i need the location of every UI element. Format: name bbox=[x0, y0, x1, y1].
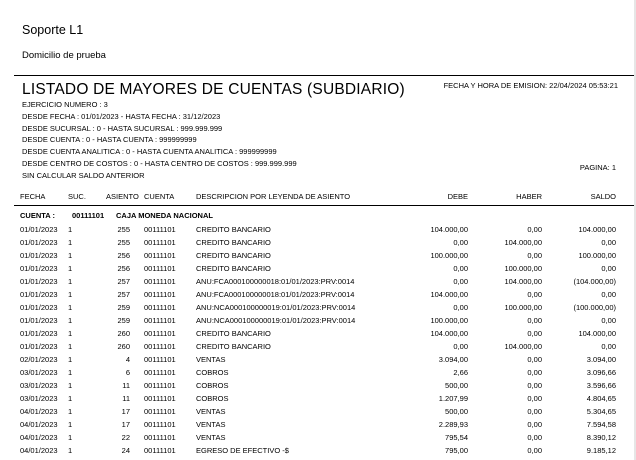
cell-debe: 0,00 bbox=[453, 303, 468, 312]
cell-haber: 0,00 bbox=[527, 355, 542, 364]
cell-descripcion: VENTAS bbox=[196, 420, 226, 429]
cell-debe: 0,00 bbox=[453, 342, 468, 351]
param-ejercicio: EJERCICIO NUMERO : 3 bbox=[22, 100, 108, 109]
cell-suc: 1 bbox=[68, 420, 73, 429]
company-address: Domicilio de prueba bbox=[22, 50, 106, 61]
table-row bbox=[0, 277, 636, 290]
page-number: PAGINA: 1 bbox=[579, 163, 616, 172]
cell-descripcion: CREDITO BANCARIO bbox=[196, 329, 271, 338]
cell-saldo: (100.000,00) bbox=[573, 303, 616, 312]
cell-asiento: 259 bbox=[117, 303, 130, 312]
company-name: Soporte L1 bbox=[22, 23, 84, 37]
cell-asiento: 17 bbox=[121, 420, 130, 429]
param-saldo-anterior: SIN CALCULAR SALDO ANTERIOR bbox=[22, 170, 145, 180]
cell-cuenta: 00111101 bbox=[144, 238, 176, 247]
cell-cuenta: 00111101 bbox=[144, 225, 176, 234]
cell-asiento: 257 bbox=[117, 290, 130, 299]
header-divider bbox=[14, 75, 636, 76]
cell-debe: 795,00 bbox=[445, 446, 468, 455]
cell-haber: 0,00 bbox=[527, 251, 542, 260]
cell-asiento: 255 bbox=[117, 225, 130, 234]
cell-debe: 0,00 bbox=[453, 277, 468, 286]
cell-asiento: 255 bbox=[117, 238, 130, 247]
col-header-debe: DEBE bbox=[447, 192, 468, 201]
cell-haber: 0,00 bbox=[527, 368, 542, 377]
param-cuenta-range: DESDE CUENTA : 0 - HASTA CUENTA : 999999999 bbox=[22, 135, 197, 145]
table-row bbox=[0, 303, 636, 316]
cell-asiento: 6 bbox=[125, 368, 130, 377]
account-code: 00111101 bbox=[72, 211, 105, 220]
cell-fecha: 04/01/2023 bbox=[20, 433, 58, 442]
cell-debe: 104.000,00 bbox=[430, 290, 468, 299]
cell-suc: 1 bbox=[68, 394, 73, 403]
cell-suc: 1 bbox=[68, 329, 73, 338]
cell-saldo: 8.390,12 bbox=[586, 433, 616, 442]
cell-fecha: 04/01/2023 bbox=[20, 420, 58, 429]
cell-suc: 1 bbox=[68, 251, 73, 260]
cell-suc: 1 bbox=[68, 446, 73, 455]
cell-suc: 1 bbox=[68, 277, 73, 286]
cell-cuenta: 00111101 bbox=[144, 407, 176, 416]
cell-haber: 0,00 bbox=[527, 381, 542, 390]
cell-saldo: 104.000,00 bbox=[578, 225, 616, 234]
cell-suc: 1 bbox=[68, 303, 73, 312]
cell-fecha: 03/01/2023 bbox=[20, 394, 58, 403]
cell-saldo: 3.096,66 bbox=[586, 368, 616, 377]
emission-timestamp: FECHA Y HORA DE EMISION: 22/04/2024 05:53:21 bbox=[443, 81, 618, 90]
cell-saldo: 104.000,00 bbox=[578, 329, 616, 338]
cell-descripcion: VENTAS bbox=[196, 433, 226, 442]
cell-debe: 500,00 bbox=[445, 407, 468, 416]
table-row bbox=[0, 407, 636, 420]
param-fecha-range: DESDE FECHA : 01/01/2023 - HASTA FECHA : 31/12/2023 bbox=[22, 111, 221, 121]
cell-debe: 795,54 bbox=[445, 433, 468, 442]
cell-debe: 2.289,93 bbox=[438, 420, 468, 429]
cell-suc: 1 bbox=[68, 368, 73, 377]
account-label: CUENTA : bbox=[20, 211, 55, 220]
cell-suc: 1 bbox=[68, 407, 73, 416]
cell-cuenta: 00111101 bbox=[144, 342, 176, 351]
cell-cuenta: 00111101 bbox=[144, 381, 176, 390]
account-name: CAJA MONEDA NACIONAL bbox=[116, 211, 213, 220]
cell-saldo: 5.304,65 bbox=[586, 407, 616, 416]
cell-descripcion: CREDITO BANCARIO bbox=[196, 342, 271, 351]
param-centro-costos-range: DESDE CENTRO DE COSTOS : 0 - HASTA CENTRO DE COSTOS : 999.999.999 bbox=[22, 158, 297, 168]
table-row bbox=[0, 316, 636, 329]
cell-saldo: 0,00 bbox=[601, 316, 616, 325]
cell-cuenta: 00111101 bbox=[144, 316, 176, 325]
table-row bbox=[0, 355, 636, 368]
cell-asiento: 4 bbox=[125, 355, 130, 364]
cell-suc: 1 bbox=[68, 433, 73, 442]
col-header-asiento: ASIENTO bbox=[106, 192, 139, 201]
cell-cuenta: 00111101 bbox=[144, 394, 176, 403]
cell-saldo: 0,00 bbox=[601, 342, 616, 351]
param-cuenta-analitica-range: DESDE CUENTA ANALITICA : 0 - HASTA CUENTA ANALITICA : 999999999 bbox=[22, 147, 277, 157]
cell-debe: 0,00 bbox=[453, 238, 468, 247]
cell-suc: 1 bbox=[68, 342, 73, 351]
cell-descripcion: ANU:NCA000100000019:01/01/2023:PRV:0014 bbox=[196, 303, 356, 312]
cell-fecha: 01/01/2023 bbox=[20, 238, 58, 247]
cell-fecha: 04/01/2023 bbox=[20, 407, 58, 416]
cell-saldo: 9.185,12 bbox=[586, 446, 616, 455]
cell-haber: 0,00 bbox=[527, 433, 542, 442]
cell-descripcion: CREDITO BANCARIO bbox=[196, 225, 271, 234]
cell-saldo: 100.000,00 bbox=[578, 251, 616, 260]
cell-asiento: 22 bbox=[121, 433, 130, 442]
cell-cuenta: 00111101 bbox=[144, 368, 176, 377]
cell-fecha: 04/01/2023 bbox=[20, 446, 58, 455]
col-header-suc: SUC. bbox=[68, 192, 86, 201]
cell-debe: 104.000,00 bbox=[430, 225, 468, 234]
cell-suc: 1 bbox=[68, 264, 73, 273]
cell-descripcion: ANU:NCA000100000019:01/01/2023:PRV:0014 bbox=[196, 316, 356, 325]
cell-descripcion: EGRESO DE EFECTIVO -$ bbox=[196, 446, 289, 455]
cell-saldo: (104.000,00) bbox=[573, 277, 616, 286]
cell-cuenta: 00111101 bbox=[144, 277, 176, 286]
cell-debe: 0,00 bbox=[453, 264, 468, 273]
cell-cuenta: 00111101 bbox=[144, 329, 176, 338]
cell-fecha: 01/01/2023 bbox=[20, 251, 58, 260]
table-row bbox=[0, 290, 636, 303]
cell-saldo: 7.594,58 bbox=[586, 420, 616, 429]
cell-fecha: 01/01/2023 bbox=[20, 329, 58, 338]
col-header-haber: HABER bbox=[516, 192, 542, 201]
cell-debe: 104.000,00 bbox=[430, 329, 468, 338]
cell-haber: 100.000,00 bbox=[504, 303, 542, 312]
cell-haber: 100.000,00 bbox=[504, 264, 542, 273]
table-row bbox=[0, 381, 636, 394]
report-title: LISTADO DE MAYORES DE CUENTAS (SUBDIARIO) bbox=[22, 81, 405, 98]
table-row bbox=[0, 420, 636, 433]
cell-haber: 0,00 bbox=[527, 225, 542, 234]
cell-debe: 1.207,99 bbox=[438, 394, 468, 403]
cell-saldo: 4.804,65 bbox=[586, 394, 616, 403]
report-parameters bbox=[22, 99, 297, 182]
cell-asiento: 11 bbox=[122, 381, 130, 390]
cell-cuenta: 00111101 bbox=[144, 355, 176, 364]
cell-asiento: 17 bbox=[121, 407, 130, 416]
cell-suc: 1 bbox=[68, 225, 73, 234]
table-row bbox=[0, 342, 636, 355]
cell-asiento: 260 bbox=[117, 329, 130, 338]
cell-suc: 1 bbox=[68, 316, 73, 325]
cell-suc: 1 bbox=[68, 381, 73, 390]
cell-fecha: 02/01/2023 bbox=[20, 355, 58, 364]
cell-descripcion: VENTAS bbox=[196, 355, 226, 364]
table-row bbox=[0, 264, 636, 277]
cell-descripcion: CREDITO BANCARIO bbox=[196, 251, 271, 260]
cell-cuenta: 00111101 bbox=[144, 251, 176, 260]
cell-debe: 3.094,00 bbox=[438, 355, 468, 364]
cell-fecha: 03/01/2023 bbox=[20, 381, 58, 390]
cell-asiento: 256 bbox=[117, 264, 130, 273]
col-header-saldo: SALDO bbox=[590, 192, 616, 201]
cell-asiento: 257 bbox=[117, 277, 130, 286]
cell-cuenta: 00111101 bbox=[144, 290, 176, 299]
cell-fecha: 01/01/2023 bbox=[20, 264, 58, 273]
cell-haber: 0,00 bbox=[527, 446, 542, 455]
cell-haber: 0,00 bbox=[527, 329, 542, 338]
cell-haber: 104.000,00 bbox=[504, 277, 542, 286]
cell-fecha: 01/01/2023 bbox=[20, 277, 58, 286]
cell-saldo: 0,00 bbox=[601, 264, 616, 273]
cell-descripcion: ANU:FCA000100000018:01/01/2023:PRV:0014 bbox=[196, 290, 355, 299]
cell-descripcion: CREDITO BANCARIO bbox=[196, 238, 271, 247]
cell-asiento: 24 bbox=[121, 446, 130, 455]
table-row bbox=[0, 368, 636, 381]
cell-descripcion: COBROS bbox=[196, 381, 229, 390]
cell-debe: 100.000,00 bbox=[430, 251, 468, 260]
col-header-descripcion: DESCRIPCION POR LEYENDA DE ASIENTO bbox=[196, 192, 351, 201]
column-header-divider bbox=[14, 205, 636, 206]
table-row bbox=[0, 251, 636, 264]
cell-saldo: 0,00 bbox=[601, 238, 616, 247]
cell-haber: 0,00 bbox=[527, 394, 542, 403]
cell-debe: 500,00 bbox=[445, 381, 468, 390]
cell-debe: 2,66 bbox=[453, 368, 468, 377]
col-header-fecha: FECHA bbox=[20, 192, 46, 201]
cell-cuenta: 00111101 bbox=[144, 303, 176, 312]
cell-suc: 1 bbox=[68, 290, 73, 299]
cell-asiento: 260 bbox=[117, 342, 130, 351]
cell-saldo: 3.596,66 bbox=[586, 381, 616, 390]
table-row bbox=[0, 446, 636, 459]
cell-suc: 1 bbox=[68, 238, 73, 247]
cell-fecha: 01/01/2023 bbox=[20, 342, 58, 351]
cell-asiento: 256 bbox=[117, 251, 130, 260]
col-header-cuenta: CUENTA bbox=[144, 192, 175, 201]
cell-haber: 0,00 bbox=[527, 407, 542, 416]
param-sucursal-range: DESDE SUCURSAL : 0 - HASTA SUCURSAL : 999.999.999 bbox=[22, 123, 223, 133]
cell-descripcion: COBROS bbox=[196, 394, 229, 403]
table-row bbox=[0, 433, 636, 446]
cell-fecha: 03/01/2023 bbox=[20, 368, 58, 377]
cell-cuenta: 00111101 bbox=[144, 433, 176, 442]
table-row bbox=[0, 238, 636, 251]
cell-saldo: 3.094,00 bbox=[586, 355, 616, 364]
cell-descripcion: COBROS bbox=[196, 368, 229, 377]
cell-asiento: 11 bbox=[122, 394, 130, 403]
cell-haber: 104.000,00 bbox=[504, 238, 542, 247]
cell-haber: 0,00 bbox=[527, 316, 542, 325]
cell-haber: 104.000,00 bbox=[504, 342, 542, 351]
cell-debe: 100.000,00 bbox=[430, 316, 468, 325]
ledger-rows bbox=[0, 225, 636, 459]
table-row bbox=[0, 394, 636, 407]
cell-fecha: 01/01/2023 bbox=[20, 225, 58, 234]
cell-fecha: 01/01/2023 bbox=[20, 303, 58, 312]
cell-descripcion: CREDITO BANCARIO bbox=[196, 264, 271, 273]
cell-fecha: 01/01/2023 bbox=[20, 290, 58, 299]
cell-haber: 0,00 bbox=[527, 420, 542, 429]
table-row bbox=[0, 225, 636, 238]
cell-cuenta: 00111101 bbox=[144, 264, 176, 273]
cell-cuenta: 00111101 bbox=[144, 446, 176, 455]
cell-fecha: 01/01/2023 bbox=[20, 316, 58, 325]
cell-cuenta: 00111101 bbox=[144, 420, 176, 429]
cell-asiento: 259 bbox=[117, 316, 130, 325]
cell-descripcion: VENTAS bbox=[196, 407, 226, 416]
cell-descripcion: ANU:FCA000100000018:01/01/2023:PRV:0014 bbox=[196, 277, 355, 286]
cell-suc: 1 bbox=[68, 355, 73, 364]
cell-haber: 0,00 bbox=[527, 290, 542, 299]
table-row bbox=[0, 329, 636, 342]
cell-saldo: 0,00 bbox=[601, 290, 616, 299]
